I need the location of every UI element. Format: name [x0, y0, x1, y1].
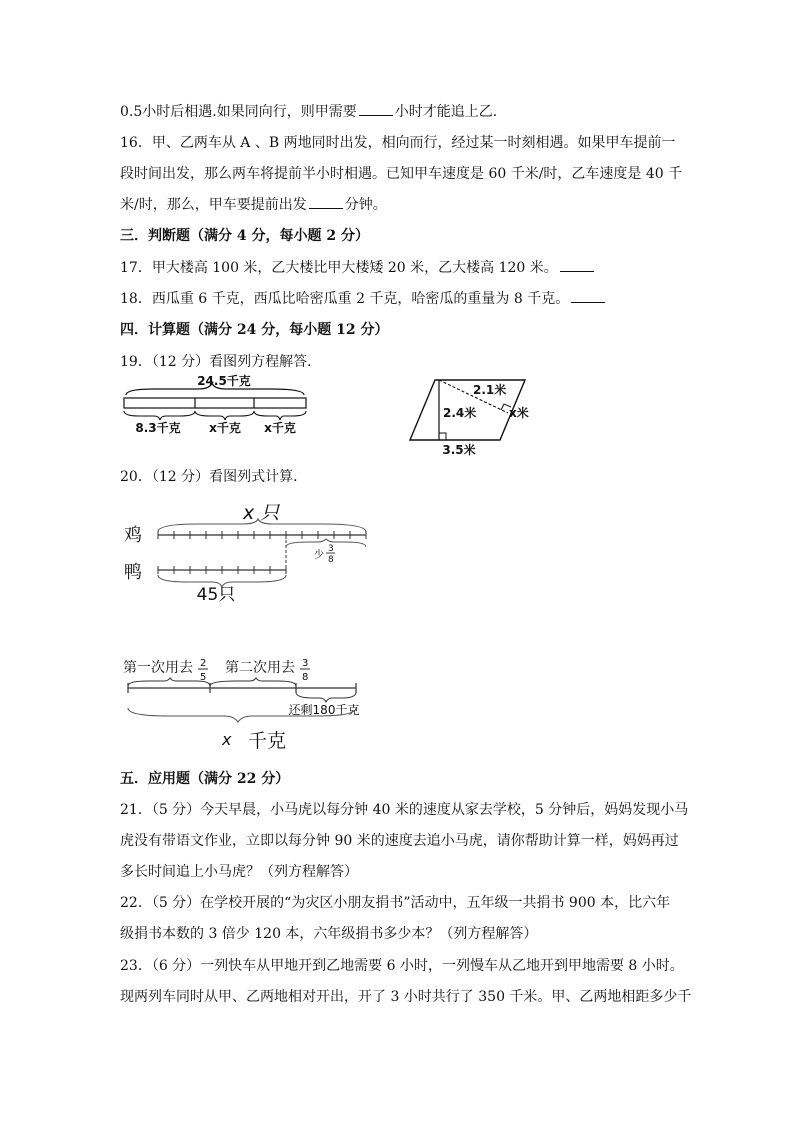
section-heading-3: 三．判断题（满分 4 分，每小题 2 分）: [120, 228, 369, 244]
question-20: 20．（12 分）看图列式计算．: [120, 469, 308, 485]
seg1-label: 8.3千克: [135, 421, 181, 435]
section-heading-5: 五．应用题（满分 22 分）: [120, 771, 290, 787]
label-chicken: 鸡: [124, 525, 142, 546]
total-label: 24.5千克: [197, 374, 251, 388]
question-16-line1: 16．甲、乙两车从 A 、B 两地同时出发，相向而行，经过某一时刻相遇。如果甲车提前一: [120, 135, 676, 151]
seg2-brace: [195, 411, 254, 420]
label-second-use: 第二次用去: [225, 660, 295, 676]
label-2-4: 2.4米: [443, 406, 477, 420]
question-16-line3: [120, 195, 680, 215]
question-15-tail: [120, 102, 680, 122]
question-21-line2: 虎没有带语文作业，立即以每分钟 90 米的速度去追小马虎，请你帮助计算一样，妈妈再过: [120, 833, 679, 849]
figure-19-bar-diagram: [120, 375, 320, 437]
seg2-label: x千克: [209, 421, 241, 435]
seg1-brace: [124, 411, 195, 420]
less-frac-num: 3: [328, 544, 334, 554]
label-total-unit: 千克: [248, 730, 287, 752]
label-remain-180: 还剩180千克: [288, 703, 360, 717]
second-brace: [210, 678, 296, 686]
remain-brace: [296, 692, 356, 702]
answer-blank-17[interactable]: [560, 259, 594, 272]
figure-20-usage: [118, 650, 378, 755]
question-22-line1: 22．（5 分）在学校开展的“为灾区小朋友捐书”活动中，五年级一共捐书 900 本，比六年: [120, 895, 671, 911]
first-frac-den: 5: [200, 672, 207, 683]
label-x-zhi: x 只: [243, 502, 280, 524]
label-duck: 鸭: [124, 562, 142, 583]
seg3-label: x千克: [264, 421, 296, 435]
bar-outline: [124, 398, 306, 408]
text-l1-end: 小时才能追上乙.: [394, 104, 498, 120]
section-heading-4: 四．计算题（满分 24 分，每小题 12 分）: [120, 322, 389, 338]
second-frac-num: 3: [302, 658, 309, 669]
question-22-line2: 级捐书本数的 3 倍少 120 本，六年级捐书多少本？（列方程解答）: [120, 926, 538, 942]
text-q17: 17．甲大楼高 100 米，乙大楼比甲大楼矮 20 米，乙大楼高 120 米。: [120, 260, 558, 276]
answer-blank-18[interactable]: [571, 290, 605, 303]
text-l4-end: 分钟。: [344, 197, 387, 213]
label-3-5: 3.5米: [442, 443, 476, 457]
question-23-line2: 现两列车同时从甲、乙两地相对开出，开了 3 小时共行了 350 千米。甲、乙两地相距多少千: [120, 989, 692, 1005]
question-16-line2: 段时间出发，那么两车将提前半小时相遇。已知甲车速度是 60 千米/时，乙车速度是 40 千: [120, 166, 683, 182]
text-l1: 0.5小时后相遇.如果同向行，则甲需要: [120, 104, 357, 120]
question-18: [120, 289, 680, 309]
label-45-zhi: 45只: [196, 585, 236, 605]
question-21-line3: 多长时间追上小马虎？（列方程解答）: [120, 864, 358, 880]
label-less: 少: [314, 550, 324, 561]
text-q18: 18．西瓜重 6 千克，西瓜比哈密瓜重 2 千克，哈密瓜的重量为 8 千克。: [120, 291, 570, 307]
question-23-line1: 23．（6 分）一列快车从甲地开到乙地需要 6 小时，一列慢车从乙地开到甲地需要 8 小时。: [120, 958, 684, 974]
text-l4: 米/时，那么，甲车要提前出发: [120, 197, 307, 213]
first-brace: [128, 678, 210, 686]
first-frac-num: 2: [200, 658, 207, 669]
question-17: [120, 258, 680, 278]
second-frac-den: 8: [302, 672, 309, 683]
question-21-line1: 21．（5 分）今天早晨，小马虎以每分钟 40 米的速度从家去学校，5 分钟后，妈妈发现小马: [120, 802, 689, 818]
figure-20-chicken-duck: [118, 495, 378, 605]
label-first-use: 第一次用去: [123, 660, 193, 676]
label-2-1: 2.1米: [473, 383, 507, 397]
right-angle-bottom: [439, 433, 446, 440]
label-x: x米: [509, 406, 529, 420]
seg3-brace: [254, 411, 306, 420]
less-frac-den: 8: [328, 555, 334, 565]
figure-19-parallelogram: [405, 375, 545, 460]
answer-blank-16[interactable]: [309, 196, 343, 209]
question-19: 19．（12 分）看图列方程解答．: [120, 354, 322, 370]
answer-blank-15[interactable]: [359, 103, 393, 116]
label-total-x: x: [222, 730, 232, 749]
less-brace: [286, 539, 366, 547]
